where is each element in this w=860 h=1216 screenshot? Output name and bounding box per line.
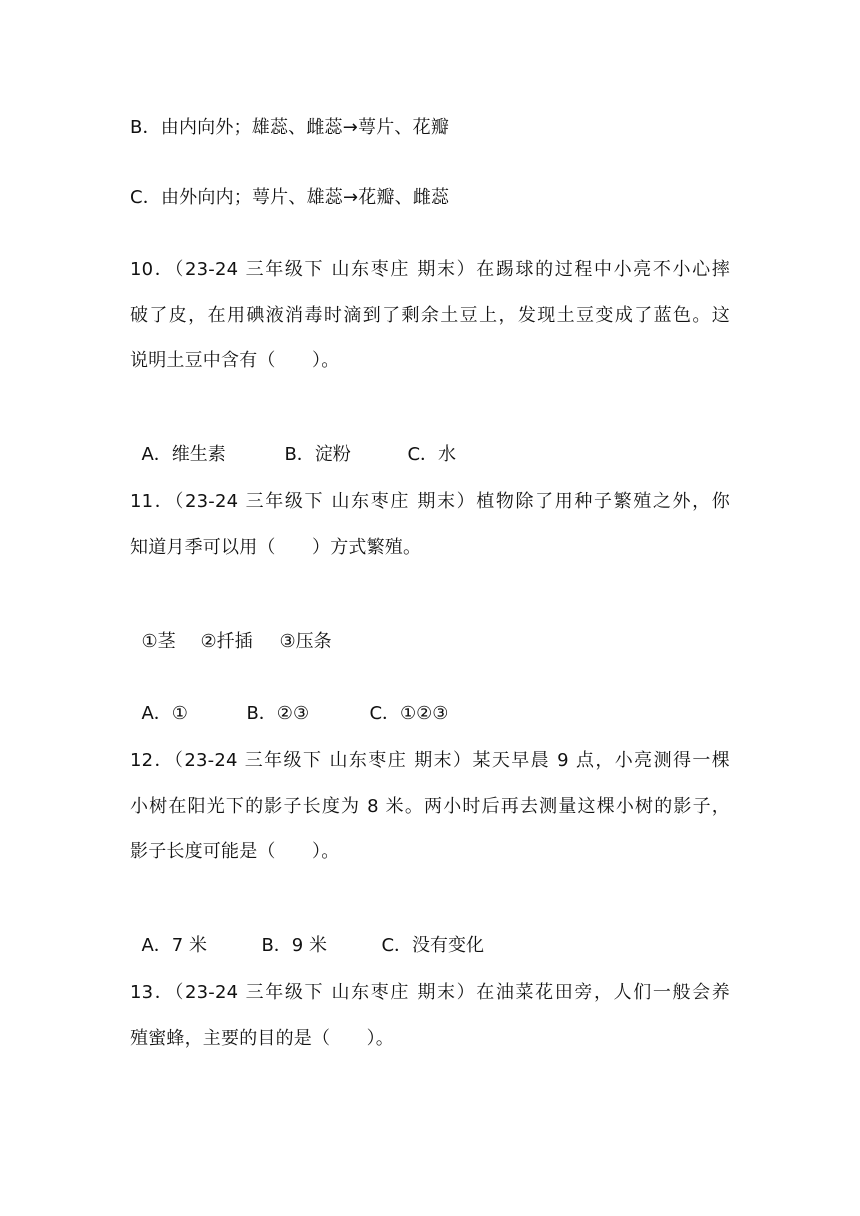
q12-option-c: C．没有变化	[381, 935, 485, 956]
q9-option-b: B．由内向外；雄蕊、雌蕊→萼片、花瓣	[130, 117, 450, 138]
q12-stem-line2: 小树在阳光下的影子长度为 8 米。两小时后再去测量这棵小树的影子，	[130, 796, 730, 817]
q10-option-c: C．水	[407, 444, 457, 465]
q9-option-c: C．由外向内；萼片、雄蕊→花瓣、雌蕊	[130, 187, 450, 208]
q11-item-1: ①茎	[141, 631, 176, 652]
q12-option-a: A．7 米	[141, 935, 207, 956]
q11-item-2: ②扦插	[200, 631, 253, 652]
q11-stem-line1: 11．（23-24 三年级下 山东枣庄 期末）植物除了用种子繁殖之外，你	[130, 491, 730, 512]
q11-items	[130, 606, 332, 654]
q11-stem-line2: 知道月季可以用（ ）方式繁殖。	[130, 537, 422, 558]
q11-options	[130, 678, 448, 726]
q10-stem-line1: 10．（23-24 三年级下 山东枣庄 期末）在踢球的过程中小亮不小心摔	[130, 259, 730, 280]
q13-stem-line2: 殖蜜蜂，主要的目的是（ ）。	[130, 1028, 394, 1049]
q10-option-a: A．维生素	[141, 444, 226, 465]
q13-stem-line1: 13．（23-24 三年级下 山东枣庄 期末）在油菜花田旁，人们一般会养	[130, 982, 730, 1003]
q12-options	[130, 910, 484, 958]
q10-stem-line2: 破了皮，在用碘液消毒时滴到了剩余土豆上，发现土豆变成了蓝色。这	[130, 305, 730, 326]
q10-stem-line3: 说明土豆中含有（ ）。	[130, 350, 340, 371]
q11-item-3: ③压条	[279, 631, 332, 652]
q10-options	[130, 419, 456, 467]
q11-option-c: C．①②③	[369, 703, 449, 724]
q12-option-b: B．9 米	[261, 935, 327, 956]
q12-stem-line1: 12．（23-24 三年级下 山东枣庄 期末）某天早晨 9 点，小亮测得一棵	[130, 750, 730, 771]
q11-option-b: B．②③	[246, 703, 310, 724]
q10-option-b: B．淀粉	[284, 444, 351, 465]
q12-stem-line3: 影子长度可能是（ ）。	[130, 841, 340, 862]
q11-option-a: A．①	[141, 703, 188, 724]
